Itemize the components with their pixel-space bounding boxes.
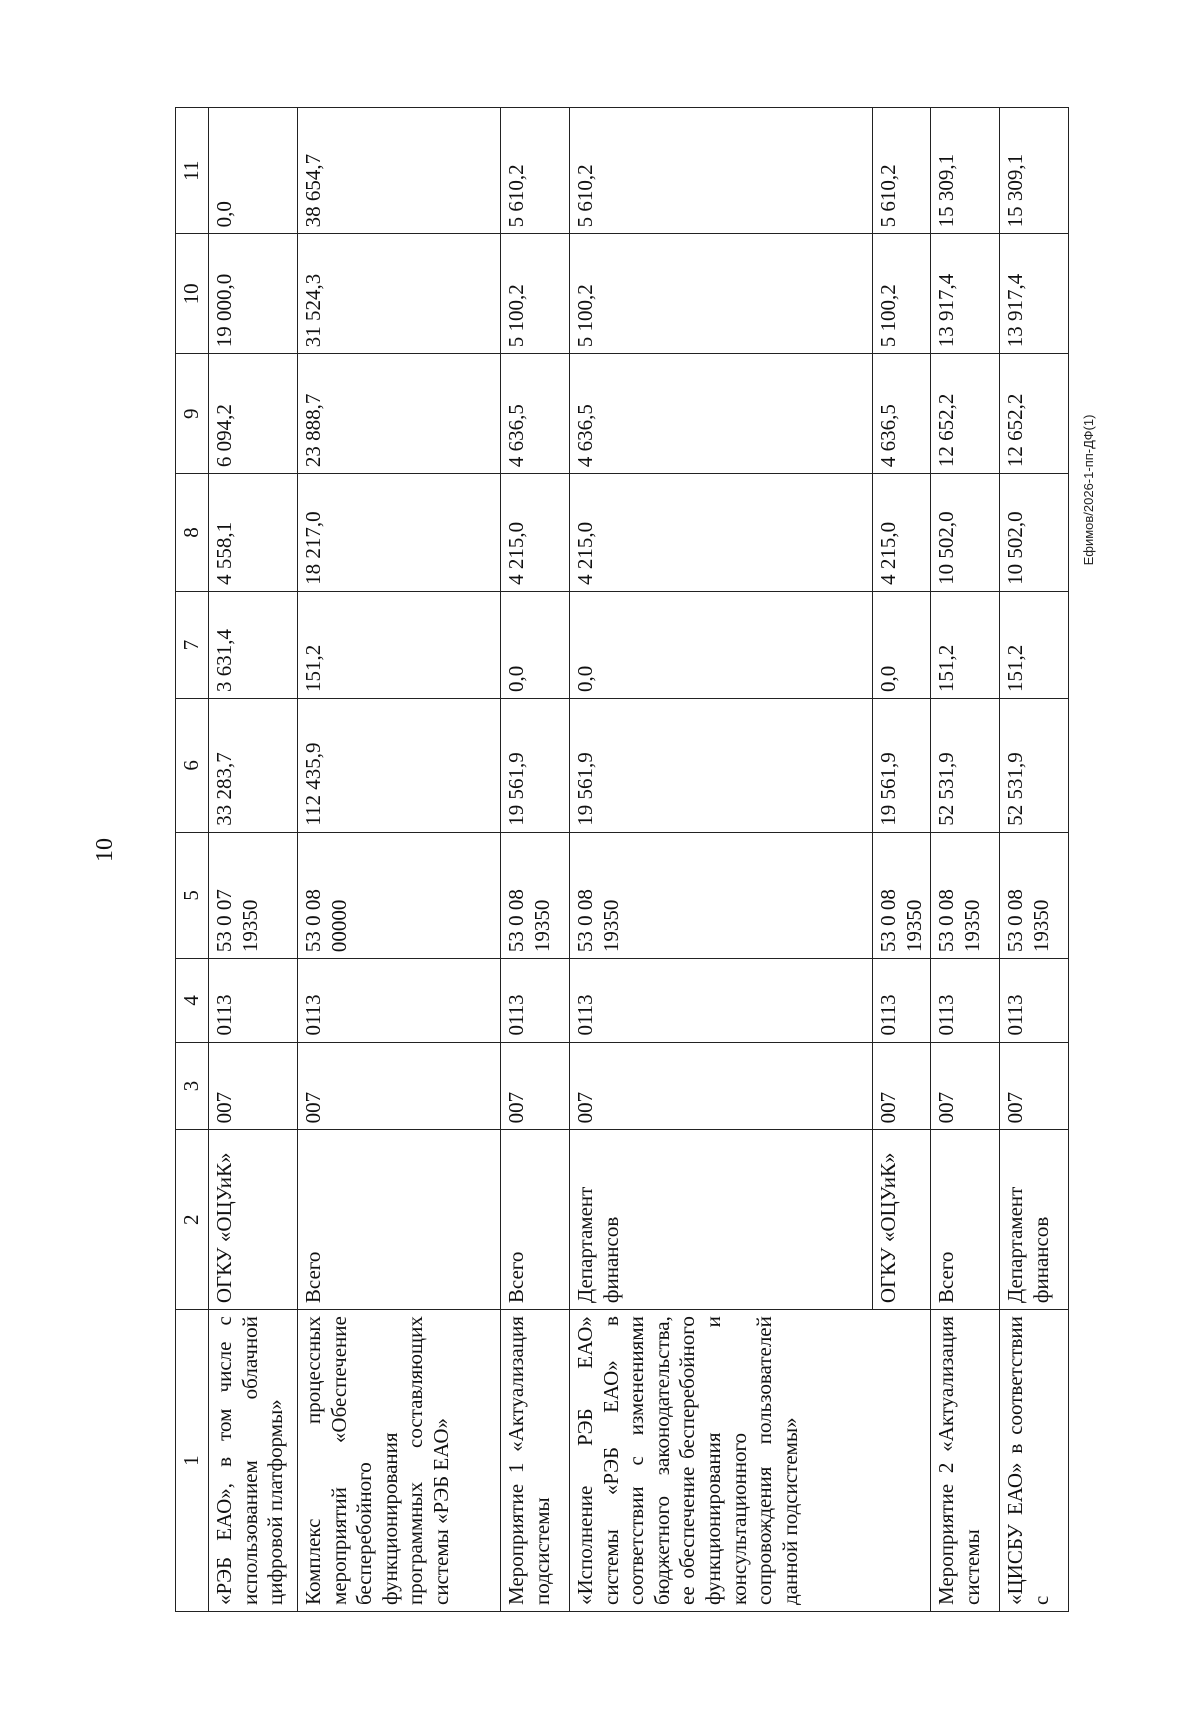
table-cell: 4 636,5 (873, 354, 931, 474)
table-cell: 53 0 08 19350 (570, 832, 873, 958)
table-header-row (176, 108, 209, 1612)
table-cell: «Исполнение РЭБ ЕАО» системы «РЭБ ЕАО» в соответствии с изменениями бюджетного законодательства, ее обеспечение бесперебойного функционирования и консультационного сопровождения пользователей данной подсистемы» (570, 1310, 931, 1612)
table-cell: 0,0 (501, 591, 570, 698)
table-cell: 53 0 08 19350 (501, 832, 570, 958)
column-header: 6 (176, 698, 209, 832)
table-cell: 19 000,0 (209, 234, 298, 354)
column-header: 10 (176, 234, 209, 354)
budget-table (175, 107, 1069, 1612)
table-cell: 007 (501, 1042, 570, 1130)
table-cell: 007 (1000, 1042, 1069, 1130)
table-cell: 18 217,0 (298, 474, 501, 592)
table-cell: 151,2 (931, 591, 1000, 698)
table-cell: Всего (931, 1130, 1000, 1310)
table-cell: 5 100,2 (501, 234, 570, 354)
table-row (1000, 108, 1069, 1612)
table-cell: 53 0 08 19350 (873, 832, 931, 958)
table-cell: 007 (209, 1042, 298, 1130)
table-cell: 151,2 (1000, 591, 1069, 698)
table-cell: 5 610,2 (570, 108, 873, 234)
table-cell: 12 652,2 (931, 354, 1000, 474)
table-cell: 19 561,9 (501, 698, 570, 832)
column-header: 11 (176, 108, 209, 234)
table-cell: 5 100,2 (570, 234, 873, 354)
table-cell: 4 215,0 (873, 474, 931, 592)
table-cell: 15 309,1 (931, 108, 1000, 234)
table-cell: 52 531,9 (1000, 698, 1069, 832)
table-row (931, 108, 1000, 1612)
table-cell: Мероприятие 1 «Актуализация подсистемы (501, 1310, 570, 1612)
table-cell: 007 (298, 1042, 501, 1130)
table-cell: 0113 (501, 959, 570, 1042)
table-cell: 19 561,9 (873, 698, 931, 832)
table-cell: 0,0 (570, 591, 873, 698)
table-row (298, 108, 501, 1612)
table-cell: Департамент финансов (1000, 1130, 1069, 1310)
table-row (501, 108, 570, 1612)
table-cell: «РЭБ ЕАО», в том числе с использованием облачной цифровой платформы» (209, 1310, 298, 1612)
table-cell: 4 636,5 (501, 354, 570, 474)
table-cell: 3 631,4 (209, 591, 298, 698)
column-header: 7 (176, 591, 209, 698)
table-cell: ОГКУ «ОЦУиК» (873, 1130, 931, 1310)
table-cell: 53 0 08 00000 (298, 832, 501, 958)
table-cell: 53 0 07 19350 (209, 832, 298, 958)
table-cell: 23 888,7 (298, 354, 501, 474)
table-cell: 13 917,4 (931, 234, 1000, 354)
table-cell: 0113 (1000, 959, 1069, 1042)
table-cell: 007 (931, 1042, 1000, 1130)
page-number: 10 (92, 838, 118, 862)
table-cell: 0113 (209, 959, 298, 1042)
table-cell: 13 917,4 (1000, 234, 1069, 354)
budget-table-container (175, 107, 1060, 1612)
table-cell: 4 215,0 (570, 474, 873, 592)
table-cell: Мероприятие 2 «Актуализация системы (931, 1310, 1000, 1612)
column-header: 3 (176, 1042, 209, 1130)
table-cell: 6 094,2 (209, 354, 298, 474)
table-cell: 0113 (931, 959, 1000, 1042)
table-cell: 53 0 08 19350 (931, 832, 1000, 958)
table-cell: 0,0 (209, 108, 298, 234)
document-code: Ефимов/2026-1-пп-ДФ(1) (1081, 414, 1096, 566)
table-cell: 33 283,7 (209, 698, 298, 832)
table-cell: 38 654,7 (298, 108, 501, 234)
column-header: 9 (176, 354, 209, 474)
table-cell: 4 558,1 (209, 474, 298, 592)
table-cell: Всего (501, 1130, 570, 1310)
table-cell: Всего (298, 1130, 501, 1310)
table-cell: ОГКУ «ОЦУиК» (209, 1130, 298, 1310)
column-header: 5 (176, 832, 209, 958)
table-cell: 5 100,2 (873, 234, 931, 354)
table-cell: «ЦИСБУ ЕАО» в соответствии с (1000, 1310, 1069, 1612)
table-cell: 10 502,0 (931, 474, 1000, 592)
table-cell: 10 502,0 (1000, 474, 1069, 592)
column-header: 1 (176, 1310, 209, 1612)
table-cell: 0113 (298, 959, 501, 1042)
column-header: 8 (176, 474, 209, 592)
table-cell: 12 652,2 (1000, 354, 1069, 474)
table-cell: 151,2 (298, 591, 501, 698)
table-cell: Комплекс процессных мероприятий «Обеспечение бесперебойного функционирования программных составляющих системы «РЭБ ЕАО» (298, 1310, 501, 1612)
table-cell: 52 531,9 (931, 698, 1000, 832)
table-cell: 4 215,0 (501, 474, 570, 592)
table-cell: 007 (873, 1042, 931, 1130)
table-cell: 007 (570, 1042, 873, 1130)
table-cell: 0,0 (873, 591, 931, 698)
table-cell: 19 561,9 (570, 698, 873, 832)
table-cell: 5 610,2 (873, 108, 931, 234)
table-cell: 31 524,3 (298, 234, 501, 354)
column-header: 2 (176, 1130, 209, 1310)
table-cell: 0113 (873, 959, 931, 1042)
table-cell: 112 435,9 (298, 698, 501, 832)
table-cell: 0113 (570, 959, 873, 1042)
table-cell: 4 636,5 (570, 354, 873, 474)
table-row (209, 108, 298, 1612)
table-cell: Департамент финансов (570, 1130, 873, 1310)
column-header: 4 (176, 959, 209, 1042)
table-cell: 53 0 08 19350 (1000, 832, 1069, 958)
table-cell: 15 309,1 (1000, 108, 1069, 234)
table-row (570, 108, 873, 1612)
table-cell: 5 610,2 (501, 108, 570, 234)
